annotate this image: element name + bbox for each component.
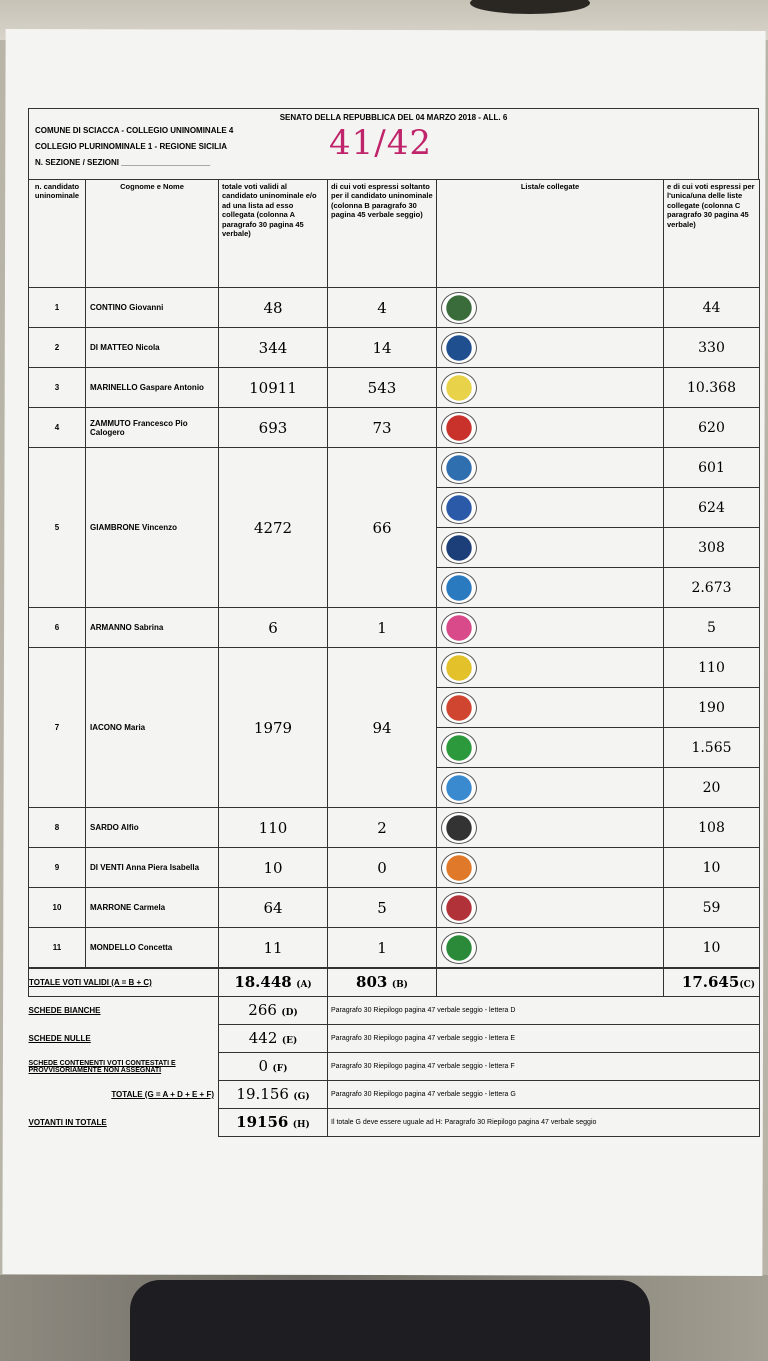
totale-g-note: Paragrafo 30 Riepilogo pagina 47 verbale seggio - lettera G	[328, 1081, 760, 1109]
liberi-e-uguali-logo-icon	[441, 412, 477, 444]
nulle-label: SCHEDE NULLE	[28, 1034, 91, 1043]
candidate-number: 4	[29, 408, 86, 448]
siciliani-liberi-logo-icon	[441, 932, 477, 964]
party-list-cell	[437, 608, 664, 648]
list-votes: 108	[664, 808, 760, 848]
comune-line: COMUNE DI SCIACCA - COLLEGIO UNINOMINALE 4	[35, 126, 234, 135]
tag-d: (D)	[281, 1008, 298, 1018]
contestati-label: SCHEDE CONTENENTI VOTI CONTESTATI E PROVVISORIAMENTE NON ASSEGNATI	[28, 1059, 176, 1074]
table-row	[29, 408, 760, 448]
nulle-note: Paragrafo 30 Riepilogo pagina 47 verbale seggio - lettera E	[328, 1025, 760, 1053]
col-header-totale: totale voti validi al candidato uninominale e/o ad una lista ad esso collegata (colonna A paragrafo 30 pagina 45 verbale)	[219, 180, 328, 288]
candidate-only-votes: 2	[328, 808, 437, 848]
table-header-row	[29, 180, 760, 288]
candidate-total-votes: 11	[219, 928, 328, 968]
popolo-famiglia-logo-icon	[441, 332, 477, 364]
candidate-number: 8	[29, 808, 86, 848]
totals-table	[28, 968, 760, 1137]
noi-con-italia-logo-icon	[441, 532, 477, 564]
table-row	[29, 648, 760, 688]
party-list-cell	[437, 448, 664, 488]
candidate-number: 7	[29, 648, 86, 808]
candidate-number: 11	[29, 928, 86, 968]
candidate-only-votes: 5	[328, 888, 437, 928]
col-header-n: n. candidato uninominale	[29, 180, 86, 288]
background-person	[130, 1280, 650, 1361]
list-votes: 601	[664, 448, 760, 488]
party-list-cell	[437, 928, 664, 968]
party-list-cell	[437, 328, 664, 368]
tag-c: (C)	[739, 980, 755, 990]
potere-al-popolo-logo-icon	[441, 892, 477, 924]
report-title: SENATO DELLA REPUBBLICA DEL 04 MARZO 2018 - ALL. 6	[279, 113, 508, 122]
insieme-logo-icon	[441, 772, 477, 804]
contestati-value: 0	[258, 1057, 269, 1075]
party-list-cell	[437, 568, 664, 608]
party-list-cell	[437, 648, 664, 688]
lega-salvini-logo-icon	[441, 492, 477, 524]
candidate-only-votes: 94	[328, 648, 437, 808]
candidate-name: MONDELLO Concetta	[86, 928, 219, 968]
nulle-row	[29, 1025, 760, 1053]
votanti-note: Il totale G deve essere uguale ad H: Paragrafo 30 Riepilogo pagina 47 verbale seggio	[328, 1109, 760, 1137]
candidate-total-votes: 1979	[219, 648, 328, 808]
table-row	[29, 888, 760, 928]
party-list-cell	[437, 488, 664, 528]
movimento-5-stelle-logo-icon	[441, 372, 477, 404]
collegio-line: COLLEGIO PLURINOMINALE 1 - REGIONE SICILIA	[35, 142, 228, 151]
list-votes: 330	[664, 328, 760, 368]
party-list-cell	[437, 888, 664, 928]
candidate-total-votes: 10	[219, 848, 328, 888]
list-votes: 1.565	[664, 728, 760, 768]
candidate-only-votes: 14	[328, 328, 437, 368]
party-list-cell	[437, 728, 664, 768]
piu-europa-logo-icon	[441, 652, 477, 684]
table-row	[29, 808, 760, 848]
totale-validi-row	[29, 969, 760, 997]
candidate-number: 5	[29, 448, 86, 608]
party-list-cell	[437, 808, 664, 848]
totale-b-value: 803	[356, 973, 388, 991]
table-row	[29, 448, 760, 488]
candidate-total-votes: 344	[219, 328, 328, 368]
list-votes: 2.673	[664, 568, 760, 608]
fratelli-italia-logo-icon	[441, 452, 477, 484]
list-votes: 10.368	[664, 368, 760, 408]
list-votes: 624	[664, 488, 760, 528]
table-row	[29, 288, 760, 328]
list-votes: 10	[664, 848, 760, 888]
ballot-report	[28, 108, 759, 1137]
candidate-number: 6	[29, 608, 86, 648]
votanti-label: VOTANTI IN TOTALE	[28, 1118, 107, 1127]
totale-g-label: TOTALE (G = A + D + E + F)	[111, 1090, 214, 1099]
votanti-row	[29, 1109, 760, 1137]
candidate-only-votes: 1	[328, 608, 437, 648]
totale-g-value: 19.156	[236, 1085, 289, 1103]
tag-a: (A)	[296, 980, 312, 990]
candidate-name: ZAMMUTO Francesco Pio Calogero	[86, 408, 219, 448]
tag-h: (H)	[292, 1120, 310, 1130]
list-votes: 110	[664, 648, 760, 688]
italia-agli-italiani-logo-icon	[441, 812, 477, 844]
results-table	[28, 179, 760, 968]
list-votes: 10	[664, 928, 760, 968]
list-votes: 620	[664, 408, 760, 448]
list-votes: 308	[664, 528, 760, 568]
candidate-only-votes: 73	[328, 408, 437, 448]
candidate-total-votes: 110	[219, 808, 328, 848]
candidate-name: IACONO Maria	[86, 648, 219, 808]
sezione-line: N. SEZIONE / SEZIONI ____________________	[35, 158, 211, 167]
nulle-value: 442	[248, 1029, 278, 1047]
party-list-cell	[437, 688, 664, 728]
party-list-cell	[437, 528, 664, 568]
bianche-value: 266	[248, 1001, 277, 1019]
col-header-liste-voti: e di cui voti espressi per l'unica/una delle liste collegate (colonna C paragrafo 30 pagina 45 verbale)	[664, 180, 760, 288]
candidate-name: DI VENTI Anna Piera Isabella	[86, 848, 219, 888]
candidate-only-votes: 543	[328, 368, 437, 408]
party-list-cell	[437, 408, 664, 448]
tag-f: (F)	[272, 1064, 288, 1074]
table-row	[29, 608, 760, 648]
table-row	[29, 328, 760, 368]
bianche-note: Paragrafo 30 Riepilogo pagina 47 verbale seggio - lettera D	[328, 997, 760, 1025]
tag-g: (G)	[293, 1092, 310, 1102]
party-list-cell	[437, 368, 664, 408]
candidate-only-votes: 66	[328, 448, 437, 608]
contestati-note: Paragrafo 30 Riepilogo pagina 47 verbale seggio - lettera F	[328, 1053, 760, 1081]
candidate-total-votes: 693	[219, 408, 328, 448]
tag-e: (E)	[281, 1036, 298, 1046]
bianche-label: SCHEDE BIANCHE	[28, 1006, 101, 1016]
bianche-row	[29, 997, 760, 1025]
forza-italia-logo-icon	[441, 572, 477, 604]
candidate-number: 1	[29, 288, 86, 328]
candidate-only-votes: 4	[328, 288, 437, 328]
list-votes: 20	[664, 768, 760, 808]
votanti-value: 19156	[236, 1113, 289, 1131]
candidate-name: GIAMBRONE Vincenzo	[86, 448, 219, 608]
candidate-total-votes: 6	[219, 608, 328, 648]
candidate-name: CONTINO Giovanni	[86, 288, 219, 328]
table-row	[29, 928, 760, 968]
list-votes: 5	[664, 608, 760, 648]
party-list-cell	[437, 288, 664, 328]
casapound-logo-icon	[441, 292, 477, 324]
totale-validi-label: TOTALE VOTI VALIDI (A = B + C)	[29, 969, 219, 997]
totale-c-value: 17.645	[681, 973, 740, 991]
candidate-only-votes: 0	[328, 848, 437, 888]
totale-g-row	[29, 1081, 760, 1109]
candidate-name: DI MATTEO Nicola	[86, 328, 219, 368]
candidate-name: ARMANNO Sabrina	[86, 608, 219, 648]
civica-popolare-logo-icon	[441, 692, 477, 724]
list-votes: 59	[664, 888, 760, 928]
partito-comunista-logo-icon	[441, 852, 477, 884]
candidate-total-votes: 64	[219, 888, 328, 928]
party-list-cell	[437, 768, 664, 808]
list-votes: 44	[664, 288, 760, 328]
party-list-cell	[437, 848, 664, 888]
col-header-nome: Cognome e Nome	[86, 180, 219, 288]
handwritten-section-number: 41/42	[329, 123, 432, 163]
totale-a-value: 18.448	[234, 973, 292, 991]
table-row	[29, 848, 760, 888]
candidate-total-votes: 48	[219, 288, 328, 328]
candidate-number: 10	[29, 888, 86, 928]
partito-valore-umano-logo-icon	[441, 612, 477, 644]
candidate-name: MARINELLO Gaspare Antonio	[86, 368, 219, 408]
list-votes: 190	[664, 688, 760, 728]
candidate-only-votes: 1	[328, 928, 437, 968]
candidate-number: 3	[29, 368, 86, 408]
candidate-total-votes: 4272	[219, 448, 328, 608]
tag-b: (B)	[391, 980, 408, 990]
col-header-liste: Lista/e collegate	[437, 180, 664, 288]
candidate-name: SARDO Alfio	[86, 808, 219, 848]
candidate-total-votes: 10911	[219, 368, 328, 408]
report-header	[28, 108, 759, 179]
candidate-number: 2	[29, 328, 86, 368]
partito-democratico-logo-icon	[441, 732, 477, 764]
candidate-name: MARRONE Carmela	[86, 888, 219, 928]
table-row	[29, 368, 760, 408]
col-header-soltanto: di cui voti espressi soltanto per il candidato uninominale (colonna B paragrafo 30 pagina 45 verbale seggio)	[328, 180, 437, 288]
contestati-row	[29, 1053, 760, 1081]
candidate-number: 9	[29, 848, 86, 888]
